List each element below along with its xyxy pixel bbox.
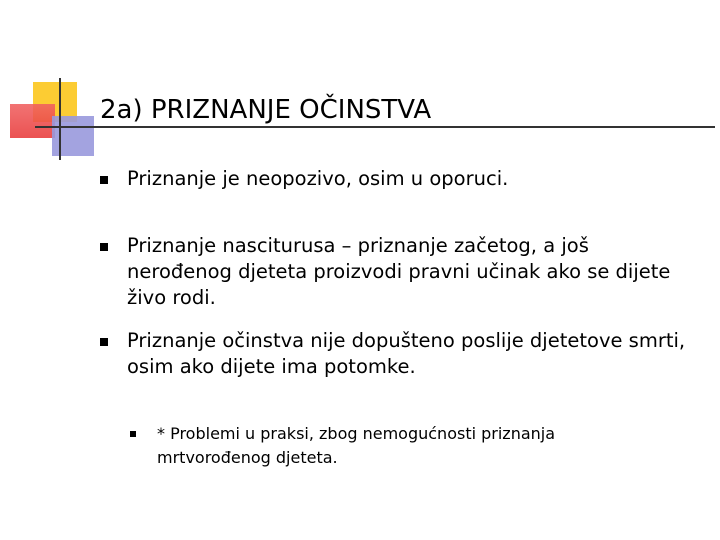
decor-red-square bbox=[10, 104, 55, 138]
bullet-square-icon bbox=[100, 243, 108, 251]
bullet-text: Priznanje je neopozivo, osim u oporuci. bbox=[127, 167, 509, 190]
slide-title: 2a) PRIZNANJE OČINSTVA bbox=[100, 95, 432, 125]
sub-bullet-square-icon bbox=[130, 431, 136, 437]
bullet-square-icon bbox=[100, 338, 108, 346]
sub-bullet-text: * Problemi u praksi, zbog nemogućnosti priznanja mrtvorođenog djeteta. bbox=[157, 424, 556, 467]
bullet-square-icon bbox=[100, 176, 108, 184]
bullet-text: Priznanje nasciturusa – priznanje začetog, a još nerođenog djeteta proizvodi pravni učinak ako se dijete živo rodi. bbox=[127, 234, 671, 309]
bullet-text: Priznanje očinstva nije dopušteno poslije djetetove smrti, osim ako dijete ima potomke. bbox=[127, 329, 686, 378]
decor-vertical-line bbox=[59, 78, 61, 160]
